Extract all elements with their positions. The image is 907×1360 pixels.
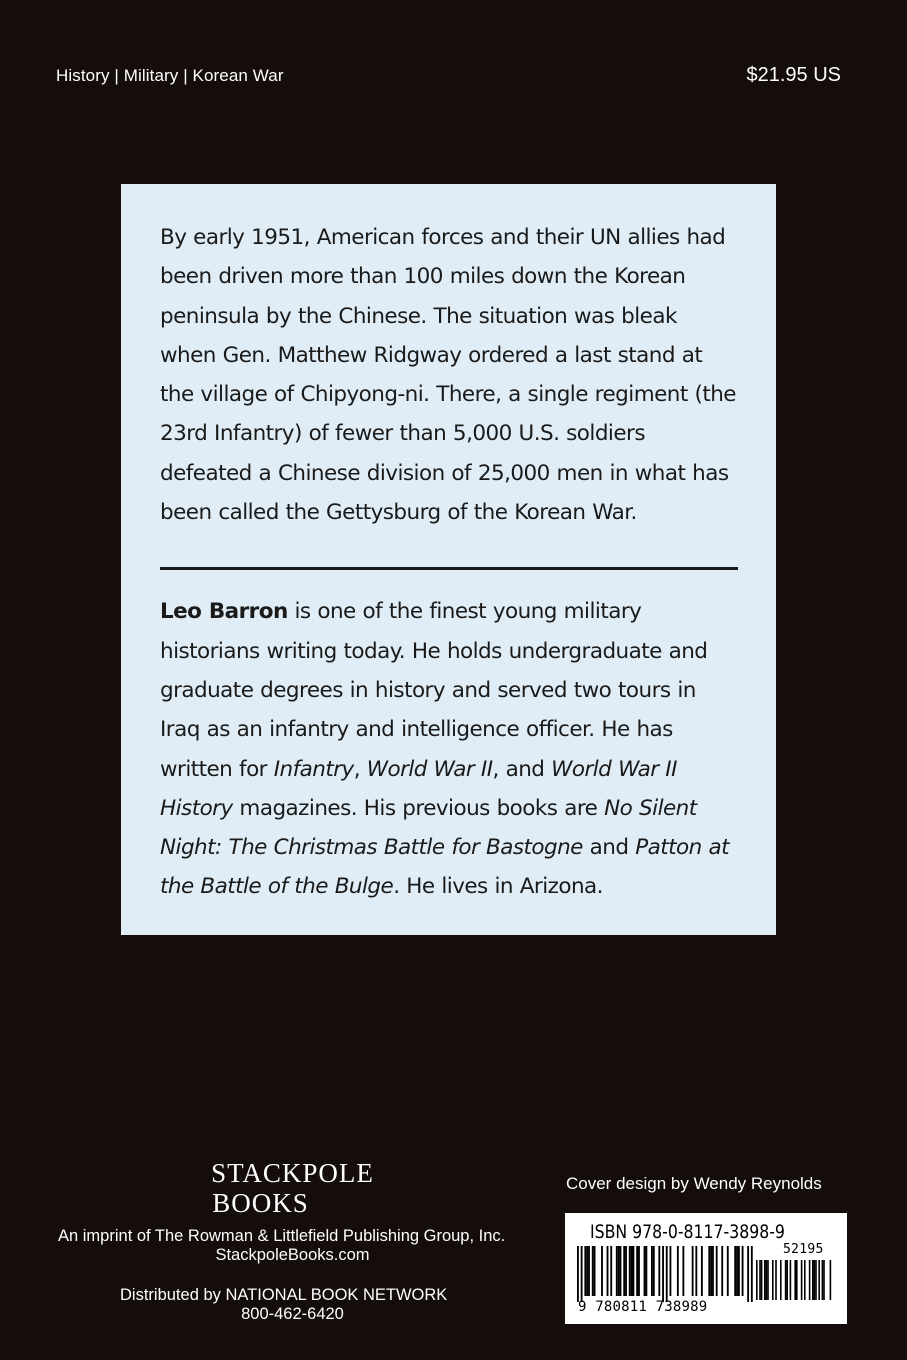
barcode-bar xyxy=(629,1246,631,1296)
barcode-bar xyxy=(658,1246,660,1296)
barcode-bar xyxy=(751,1246,753,1302)
barcode-bar xyxy=(592,1246,594,1296)
barcode-bar xyxy=(721,1246,723,1296)
barcode-bar xyxy=(772,1260,774,1300)
barcode-bar xyxy=(708,1246,710,1296)
barcode-bar xyxy=(625,1246,627,1296)
barcode-bar xyxy=(822,1260,824,1300)
barcode-bar xyxy=(790,1260,792,1300)
book-title: Patton at the Battle of the Bulge xyxy=(160,835,729,900)
barcode-bar xyxy=(638,1246,640,1296)
barcode-bar xyxy=(607,1246,609,1296)
barcode-bar xyxy=(818,1260,820,1300)
publisher-website: StackpoleBooks.com xyxy=(215,1246,370,1264)
barcode-bar xyxy=(670,1246,672,1296)
barcode-bar xyxy=(651,1246,653,1296)
author-name: Leo Barron xyxy=(160,599,288,625)
magazine-title: World War II xyxy=(366,756,493,782)
description-panel xyxy=(121,184,776,935)
barcode-bar xyxy=(682,1246,684,1296)
barcode-bar xyxy=(727,1246,729,1296)
barcode-bar xyxy=(662,1246,664,1302)
barcode-bar xyxy=(677,1246,679,1296)
barcode-digits: 9 780811 738989 xyxy=(578,1299,708,1315)
isbn-number: ISBN 978-0-8117-3898-9 xyxy=(590,1221,785,1243)
barcode-bar xyxy=(804,1260,806,1300)
barcode-bar xyxy=(620,1246,622,1296)
cover-design-credit: Cover design by Wendy Reynolds xyxy=(566,1174,822,1193)
barcode-bar xyxy=(666,1246,668,1302)
barcode-bar xyxy=(780,1260,782,1300)
barcode-bar xyxy=(645,1246,647,1296)
barcode-bar xyxy=(736,1246,738,1296)
barcode-bar xyxy=(756,1260,758,1300)
publisher-logo-line2: BOOKS xyxy=(212,1188,309,1218)
price-code: 52195 xyxy=(783,1242,824,1257)
barcode-bar xyxy=(636,1246,638,1296)
barcode-bar xyxy=(653,1246,655,1296)
barcode-bar xyxy=(759,1260,761,1300)
barcode-bar xyxy=(794,1260,796,1300)
subject-categories: History | Military | Korean War xyxy=(56,66,284,85)
barcode-bar xyxy=(581,1246,583,1302)
barcode-bar xyxy=(830,1260,832,1300)
main-barcode-bars xyxy=(577,1246,753,1302)
barcode-bar xyxy=(767,1260,769,1300)
barcode-bar xyxy=(644,1246,646,1296)
barcode-bar xyxy=(786,1260,788,1300)
bio-text: magazines. His previous books are xyxy=(232,795,605,821)
barcode-bar xyxy=(623,1246,625,1296)
price: $21.95 US xyxy=(746,64,841,86)
barcode-bar xyxy=(814,1260,816,1300)
barcode-bar xyxy=(764,1260,766,1300)
magazine-title: World War II History xyxy=(160,756,677,821)
barcode-bar xyxy=(594,1246,596,1296)
bio-text: and xyxy=(582,835,636,861)
barcode-bar xyxy=(812,1260,814,1300)
barcode-bar xyxy=(785,1260,787,1300)
barcode-bar xyxy=(775,1260,777,1300)
barcode-bar xyxy=(712,1246,714,1296)
isbn-barcode xyxy=(565,1213,847,1324)
bio-text: , xyxy=(353,756,367,782)
barcode-bar xyxy=(631,1246,633,1296)
barcode-bar xyxy=(577,1246,579,1302)
barcode-bar xyxy=(701,1246,703,1296)
book-summary: By early 1951, American forces and their UN allies had been driven more than 100 miles down the Korean peninsula by the Chinese. The situation was bleak when Gen. Matthew Ridgway ordered a last stand at the village of Chipyong-ni. There, a single regiment (the 23rd Infantry) of fewer than 5,000 U.S. soldiers defeated a Chinese division of 25,000 men in what has been called the Gettysburg of the Korean War. xyxy=(160,225,736,526)
barcode-bar xyxy=(710,1246,712,1296)
barcode-bar xyxy=(633,1246,635,1296)
barcode-bar xyxy=(616,1246,618,1296)
bio-text: . He lives in Arizona. xyxy=(393,874,603,900)
barcode-bar xyxy=(801,1260,803,1300)
distributor-phone: 800-462-6420 xyxy=(241,1305,344,1323)
barcode-bar xyxy=(586,1246,588,1296)
barcode-bar xyxy=(761,1260,763,1300)
barcode-bar xyxy=(823,1260,825,1300)
barcode-bar xyxy=(796,1260,798,1300)
barcode-bar xyxy=(809,1260,811,1300)
divider xyxy=(160,567,738,570)
bio-text: , and xyxy=(492,756,552,782)
book-title: No Silent Night: The Christmas Battle for Bastogne xyxy=(160,795,697,861)
bio-text: is one of the finest young military historians writing today. He holds undergraduate and graduate degrees in history and served two tours in Iraq as an infantry and intelligence officer. He has written for xyxy=(160,599,708,782)
barcode-bar xyxy=(588,1246,590,1296)
barcode-bar xyxy=(742,1246,744,1296)
addon-barcode-bars xyxy=(756,1260,836,1302)
imprint-text: An imprint of The Rowman & Littlefield Publishing Group, Inc. xyxy=(58,1227,506,1245)
magazine-title: Infantry xyxy=(273,756,354,782)
barcode-bar xyxy=(766,1260,768,1300)
barcode-bar xyxy=(695,1246,697,1296)
barcode-bar xyxy=(601,1246,603,1296)
distributor-text: Distributed by NATIONAL BOOK NETWORK xyxy=(120,1286,448,1304)
barcode-bar xyxy=(734,1246,736,1296)
barcode-bar xyxy=(618,1246,620,1296)
barcode-bar xyxy=(738,1246,740,1296)
barcode-bar xyxy=(716,1246,718,1296)
barcode-bar xyxy=(815,1260,817,1300)
publisher-logo xyxy=(0,1158,585,1218)
publisher-logo-line1: STACKPOLE xyxy=(211,1158,374,1188)
barcode-bar xyxy=(692,1246,694,1296)
barcode-bar xyxy=(584,1246,586,1296)
barcode-bar xyxy=(747,1246,749,1302)
author-bio xyxy=(160,592,738,906)
barcode-bar xyxy=(610,1246,612,1296)
